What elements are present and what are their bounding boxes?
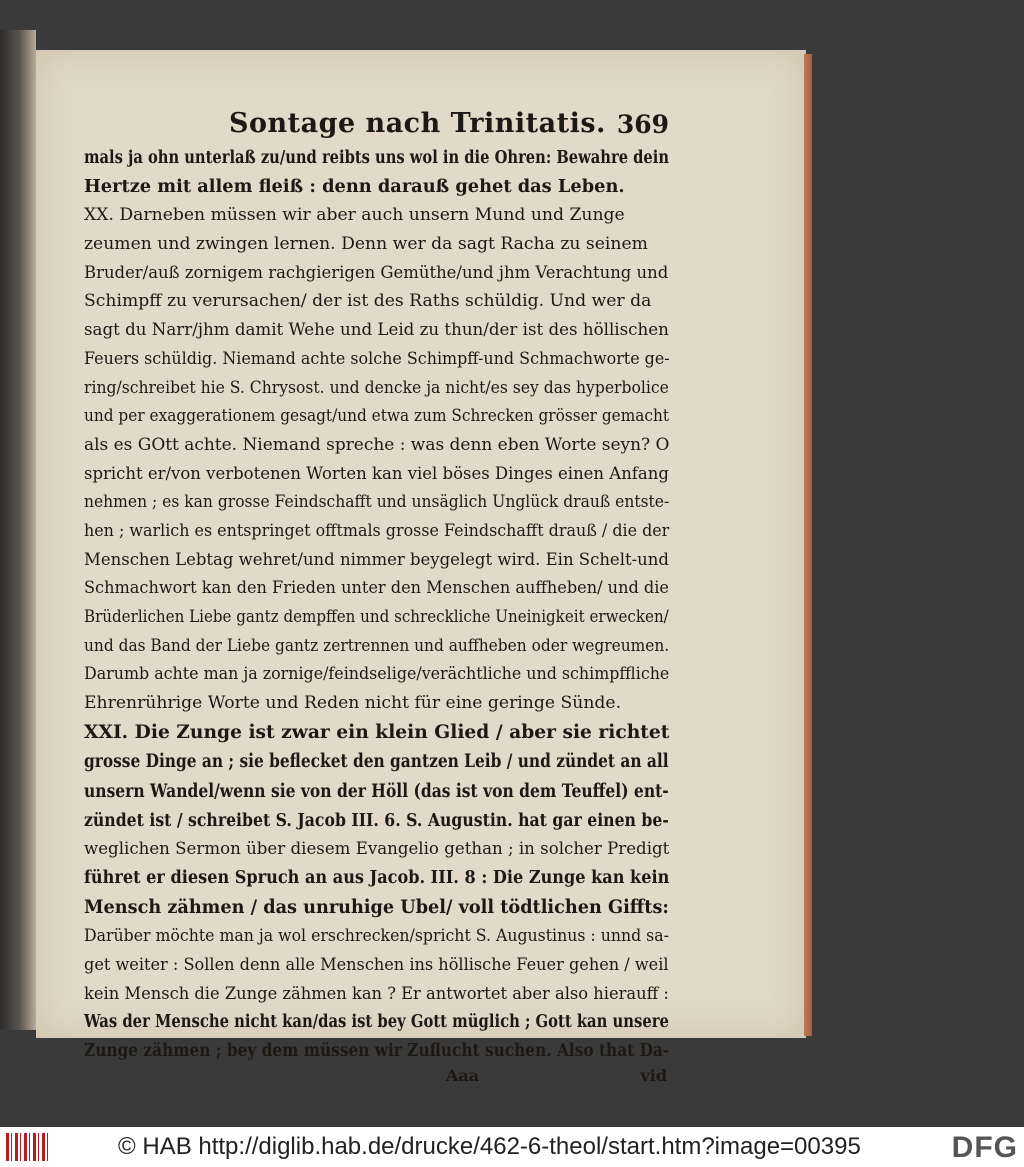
text-line: Menschen Lebtag wehret/und nimmer beygelegt wird. Ein Schelt-und bbox=[84, 549, 669, 570]
running-head bbox=[84, 108, 669, 144]
text-line: mals ja ohn unterlaß zu/und reibts uns wol in die Ohren: Bewahre dein bbox=[84, 147, 670, 168]
text-line: hen ; warlich es entspringet offtmals grosse Feindschafft drauß / die der bbox=[84, 520, 670, 541]
text-line: kein Mensch die Zunge zähmen kan ? Er antwortet aber also hierauff : bbox=[84, 983, 669, 1004]
page-fore-edge bbox=[804, 54, 812, 1036]
text-line: spricht er/von verbotenen Worten kan viel böses Dinges einen Anfang bbox=[84, 463, 669, 484]
text-line: Ehrenrührige Worte und Reden nicht für eine geringe Sünde. bbox=[84, 693, 622, 714]
text-line: Zunge zähmen ; bey dem müssen wir Zuflucht suchen. Also that Da- bbox=[84, 1039, 670, 1061]
bleed-through-text bbox=[4, 160, 32, 280]
text-line: als es GOtt achte. Niemand spreche : was denn eben Worte seyn? O bbox=[84, 434, 670, 455]
text-line: und per exaggerationem gesagt/und etwa zum Schrecken grösser gemacht bbox=[84, 406, 670, 427]
book-page bbox=[36, 50, 806, 1085]
text-line: Schimpff zu verursachen/ der ist des Raths schüldig. Und wer da bbox=[84, 291, 652, 312]
text-line: Brüderlichen Liebe gantz dempffen und schreckliche Uneinigkeit erwecken/ bbox=[84, 607, 669, 627]
page-number: 369 bbox=[616, 110, 669, 139]
text-line: unsern Wandel/wenn sie von der Höll (das ist von dem Teuffel) ent- bbox=[84, 779, 669, 802]
previous-page-edge bbox=[0, 30, 36, 1030]
text-line: Feuers schüldig. Niemand achte solche Schimpff-und Schmachworte ge- bbox=[84, 348, 670, 369]
text-line: Darüber möchte man ja wol erschrecken/spricht S. Augustinus : unnd sa- bbox=[84, 926, 669, 947]
text-line: führet er diesen Spruch an aus Jacob. III. 8 : Die Zunge kan kein bbox=[84, 866, 670, 888]
text-line: Bruder/auß zornigem rachgierigen Gemüthe/und jhm Verachtung und bbox=[84, 262, 669, 283]
text-line: zündet ist / schreibet S. Jacob III. 6. S. Augustin. hat gar einen be- bbox=[84, 809, 669, 831]
body-text bbox=[84, 144, 669, 1066]
text-line: grosse Dinge an ; sie beflecket den gantzen Leib / und zündet an all bbox=[84, 750, 669, 773]
text-line: ring/schreibet hie S. Chrysost. und dencke ja nicht/es sey das hyperbolice bbox=[84, 377, 669, 398]
page-foot bbox=[84, 1066, 669, 1092]
signature-mark: Aaa bbox=[446, 1065, 480, 1085]
text-line: Schmachwort kan den Frieden unter den Menschen auffheben/ und die bbox=[84, 578, 669, 599]
text-line: Mensch zähmen / das unruhige Ubel/ voll tödtlichen Giffts: bbox=[84, 895, 669, 918]
text-line: get weiter : Sollen denn alle Menschen ins höllische Feuer gehen / weil bbox=[84, 954, 669, 975]
running-head-title: Sontage nach Trinitatis. bbox=[229, 108, 606, 139]
text-line: Hertze mit allem fleiß : denn darauß gehet das Leben. bbox=[84, 175, 625, 197]
catchword: vid bbox=[640, 1065, 667, 1085]
text-line: zeumen und zwingen lernen. Denn wer da sagt Racha zu seinem bbox=[84, 234, 648, 255]
text-block bbox=[84, 108, 669, 1092]
text-line: nehmen ; es kan grosse Feindschafft und unsäglich Unglück drauß entste- bbox=[84, 492, 670, 513]
barcode-icon bbox=[6, 1133, 48, 1161]
text-line: weglichen Sermon über diesem Evangelio gethan ; in solcher Predigt bbox=[84, 839, 670, 860]
text-line: und das Band der Liebe gantz zertrennen und auffheben oder wegreumen. bbox=[84, 635, 670, 656]
text-line: sagt du Narr/jhm damit Wehe und Leid zu thun/der ist des höllischen bbox=[84, 320, 669, 341]
text-line: Was der Mensche nicht kan/das ist bey Gott müglich ; Gott kan unsere bbox=[84, 1011, 669, 1033]
text-line: XX. Darneben müssen wir aber auch unsern Mund und Zunge bbox=[84, 205, 625, 226]
source-url[interactable]: © HAB http://diglib.hab.de/drucke/462-6-theol/start.htm?image=00395 bbox=[118, 1133, 861, 1160]
text-line: XXI. Die Zunge ist zwar ein klein Glied / aber sie richtet bbox=[84, 720, 670, 743]
dfg-logo: DFG bbox=[951, 1131, 1018, 1164]
text-line: Darumb achte man ja zornige/feindselige/verächtliche und schimpffliche bbox=[84, 664, 670, 685]
viewer-footer bbox=[0, 1127, 1024, 1167]
